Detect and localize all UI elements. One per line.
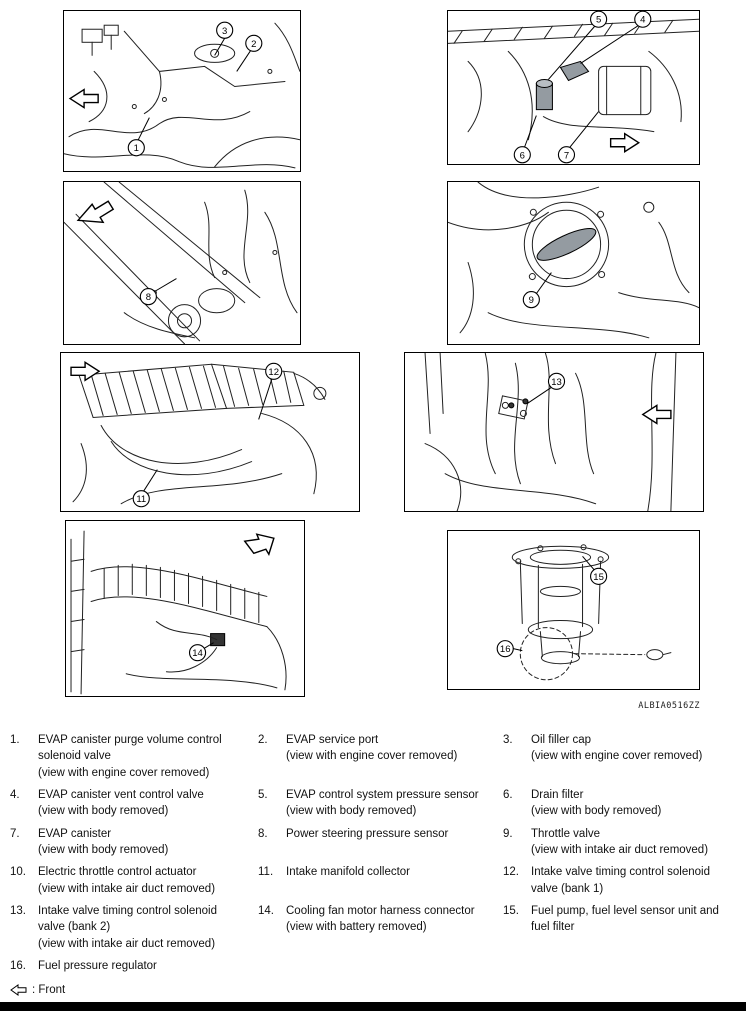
svg-text:7: 7 (563, 150, 570, 162)
panel-cooling-fan-harness (65, 520, 305, 697)
svg-text:4: 4 (640, 14, 646, 26)
legend-note: (view with body removed) (286, 805, 417, 818)
legend-item-15 (503, 903, 736, 952)
legend-item-1 (10, 732, 258, 781)
legend-number: 16. (10, 959, 26, 972)
legend-note: (view with battery removed) (286, 921, 427, 934)
legend-note: (view with engine cover removed) (286, 750, 458, 763)
legend-item-5 (258, 787, 503, 820)
legend-title: Intake valve timing control solenoid valve (bank 1) (531, 866, 710, 895)
legend-note: (view with intake air duct removed) (531, 843, 709, 856)
legend-title: Intake manifold collector (286, 866, 411, 879)
svg-text:8: 8 (145, 292, 152, 304)
callout-14 (190, 643, 214, 661)
svg-text:15: 15 (593, 571, 604, 583)
callout-7 (558, 112, 598, 163)
legend-number: 3. (503, 734, 513, 746)
svg-text:12: 12 (268, 366, 280, 378)
svg-text:3: 3 (222, 25, 228, 37)
callout-11 (133, 470, 157, 507)
front-arrow-icon (643, 405, 671, 423)
callout-13 (527, 373, 564, 403)
front-arrow-icon (10, 984, 27, 996)
legend-item-11 (258, 864, 503, 897)
legend-number: 12. (503, 866, 519, 879)
legend-number: 5. (258, 788, 268, 801)
legend-note: (view with engine cover removed) (38, 766, 210, 779)
legend-title: Throttle valve (531, 827, 601, 840)
legend-number: 9. (503, 827, 513, 840)
panel-power-steering-sensor (63, 181, 301, 345)
svg-text:9: 9 (528, 295, 534, 307)
legend-number: 13. (10, 904, 26, 917)
svg-text:16: 16 (499, 644, 511, 656)
legend-number: 7. (10, 827, 20, 840)
panel-evap-canister-underbody (447, 10, 700, 165)
svg-text:14: 14 (192, 648, 203, 660)
legend-item-2 (258, 732, 503, 781)
callout-16 (497, 641, 522, 657)
svg-text:5: 5 (595, 14, 602, 26)
legend-title: EVAP canister purge volume control solenoid valve (38, 734, 222, 763)
legend-number: 1. (10, 734, 20, 746)
legend-item-9 (503, 826, 736, 859)
callout-2 (237, 35, 262, 71)
front-arrow-icon (245, 534, 274, 554)
legend-title: Cooling fan motor harness connector (286, 904, 475, 917)
legend-number: 11. (258, 866, 274, 879)
legend-title: Intake valve timing control solenoid valve (bank 2) (38, 904, 217, 934)
legend-title: Drain filter (531, 788, 584, 801)
underbody-line-art (448, 19, 699, 139)
legend-note: (view with body removed) (531, 805, 662, 818)
callout-12 (259, 363, 282, 419)
legend-note: (view with intake air duct removed) (38, 937, 216, 950)
front-note (10, 984, 65, 996)
front-arrow-icon (70, 89, 98, 107)
callout-9 (523, 273, 551, 308)
legend-item-6 (503, 787, 736, 820)
legend-note: (view with body removed) (38, 843, 169, 856)
figure-code: ALBIA0516ZZ (638, 701, 700, 711)
legend-item-13 (10, 903, 258, 952)
duct-line-art (71, 531, 286, 694)
legend-title: Electric throttle control actuator (38, 866, 197, 879)
legend-number: 8. (258, 827, 268, 840)
panel-engine-side-solenoid (404, 352, 704, 512)
callout-1 (128, 118, 149, 156)
svg-text:13: 13 (551, 376, 562, 388)
svg-text:1: 1 (133, 143, 139, 155)
legend-item-8 (258, 826, 503, 859)
legend-note: (view with intake air duct removed) (38, 882, 216, 895)
legend (10, 732, 736, 974)
direction-arrow-icon (611, 134, 639, 152)
callout-8 (140, 279, 176, 305)
legend-note: (view with engine cover removed) (531, 750, 703, 763)
legend-title: Fuel pump, fuel level sensor unit and fuel filter (531, 904, 719, 934)
front-arrow-icon (71, 362, 99, 380)
legend-item-3 (503, 732, 736, 781)
panel-intake-manifold (60, 352, 360, 512)
legend-number: 14. (258, 904, 274, 917)
legend-item-14 (258, 903, 503, 952)
panel-throttle-body (447, 181, 700, 345)
legend-item-10 (10, 864, 258, 897)
legend-item-4 (10, 787, 258, 820)
fuel-pump-line-art (512, 545, 671, 680)
svg-text:6: 6 (519, 150, 525, 162)
legend-item-7 (10, 826, 258, 859)
legend-title: EVAP control system pressure sensor (286, 788, 479, 801)
legend-title: Power steering pressure sensor (286, 827, 449, 840)
legend-item-16 (10, 958, 258, 974)
throttle-line-art (448, 182, 699, 338)
panel-fuel-pump-assembly (447, 530, 700, 690)
svg-text:11: 11 (136, 494, 147, 506)
legend-number: 6. (503, 788, 513, 801)
front-arrow-icon (78, 201, 113, 222)
legend-title: EVAP canister (38, 827, 112, 840)
legend-number: 15. (503, 904, 519, 917)
svg-text:2: 2 (251, 38, 257, 50)
legend-title: Oil filler cap (531, 734, 592, 746)
legend-title: EVAP canister vent control valve (38, 788, 204, 801)
callout-3 (215, 22, 233, 55)
legend-item-12 (503, 864, 736, 897)
legend-note: (view with body removed) (38, 805, 169, 818)
engine-line-art (64, 23, 300, 168)
callout-6 (514, 116, 536, 163)
legend-number: 2. (258, 734, 268, 746)
manifold-line-art (73, 364, 326, 506)
panel-engine-top-front (63, 10, 301, 172)
legend-title: Fuel pressure regulator (38, 959, 157, 972)
page-footer-bar (0, 1002, 746, 1011)
front-note-label: : Front (32, 984, 66, 996)
legend-number: 10. (10, 866, 26, 879)
legend-number: 4. (10, 788, 20, 801)
legend-title: EVAP service port (286, 734, 379, 746)
